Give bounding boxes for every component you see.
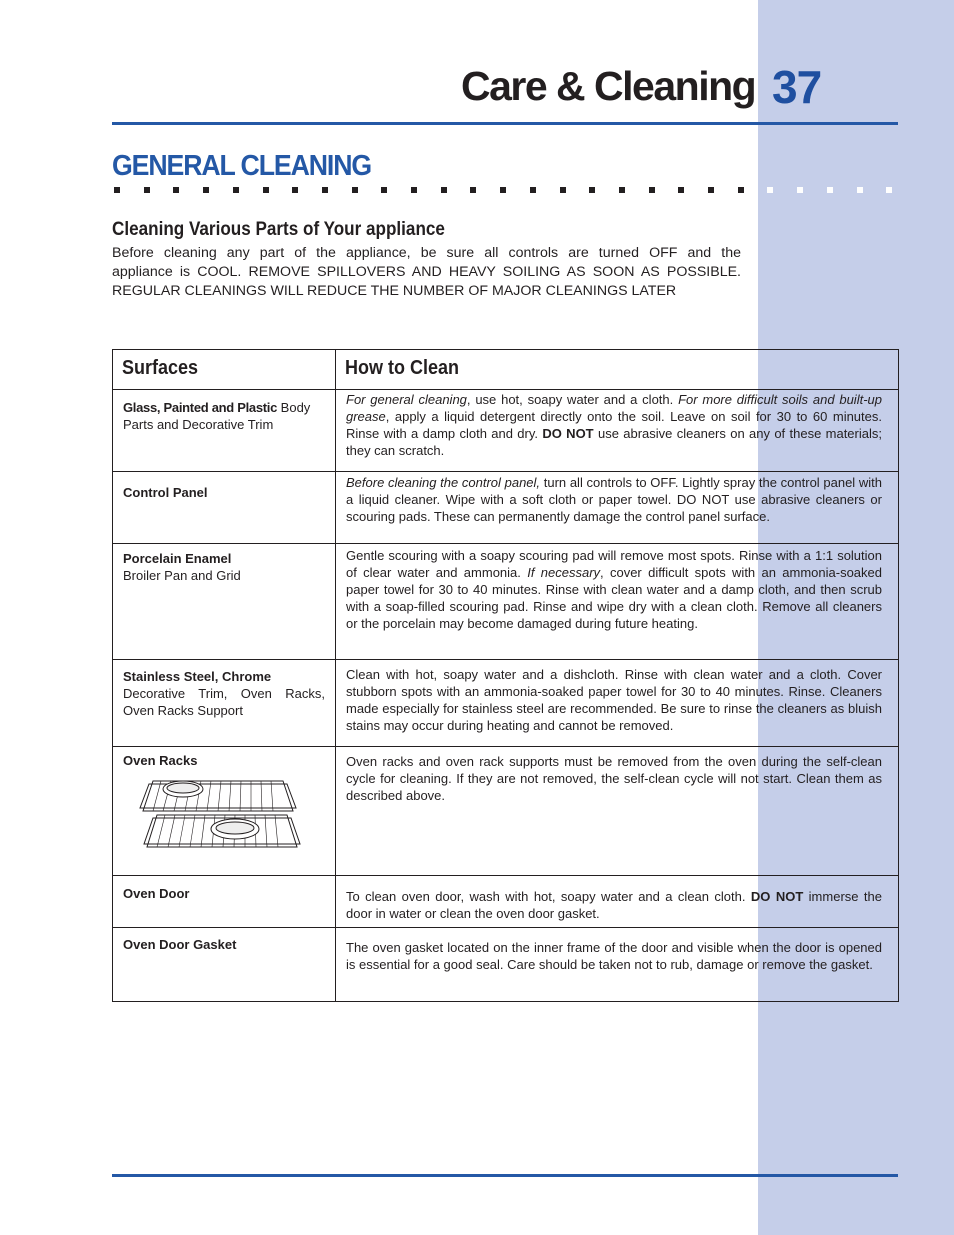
divider-dot [114,187,120,193]
divider-dot [322,187,328,193]
surface-description: Broiler Pan and Grid [123,568,241,583]
divider-dot [530,187,536,193]
page-number: 37 [772,61,822,113]
how-text: turn all controls to OFF. Lightly spray the control panel with a liquid cleaner. Wipe with a soft cloth or paper towel. DO NOT use abrasive cleaners or scouring pads. These can permanently damage the control panel surface. [346,475,883,524]
how-text: Before cleaning the control panel, [346,475,541,490]
divider-dot [649,187,655,193]
divider-dot [144,187,150,193]
table-header-row [113,350,899,390]
divider-dot [381,187,387,193]
how-text: Clean with hot, soapy water and a dishcloth. Rinse with clean water and a cloth. Cover stubborn spots with an ammonia-soaked paper towel for 30 to 40 minutes. Rinse. Cleaners made especially for stainless steel are recommended. Be sure to rinse the cleaners as bluish stains may occur during heating and cannot be removed. [346,667,882,733]
table-row [113,472,899,544]
how-text: DO NOT [750,889,804,904]
divider-dot [767,187,773,193]
how-to-clean-cell [336,928,898,973]
surface-name: Oven Racks [123,753,198,768]
divider-dot [827,187,833,193]
how-to-clean-cell [336,747,898,804]
surface-cell [113,928,335,953]
column-header-surfaces: Surfaces [122,357,199,379]
surface-cell [113,876,335,902]
how-text: , apply a liquid detergent directly onto the soil. Leave on soil for 30 to 60 minutes. Rinse with a damp cloth and dry. [346,409,882,441]
divider-dot [797,187,803,193]
intro-line: appliance is COOL. REMOVE SPILLOVERS AND HEAVY SOILING AS SOON AS POSSIBLE. [112,264,741,280]
divider-dot [500,187,506,193]
divider-dot [857,187,863,193]
surface-description: Body Parts and Decorative Trim [123,400,311,432]
surface-cell [113,472,335,501]
divider-dot [203,187,209,193]
surface-cell [113,660,335,719]
cleaning-table [112,349,899,1002]
divider-dot [560,187,566,193]
page-title: Care & Cleaning [461,63,756,109]
surface-cell [113,544,335,584]
how-text: If necessary [527,565,601,580]
how-text: For more difficult soils and built-up grease [346,392,882,424]
surface-description: Decorative Trim, Oven Racks, Oven Racks Support [123,686,325,718]
divider-dot [738,187,744,193]
how-to-clean-cell [336,876,898,922]
dotted-divider [114,187,900,195]
divider-dot [441,187,447,193]
divider-dot [619,187,625,193]
divider-dot [470,187,476,193]
divider-dot [708,187,714,193]
divider-dot [589,187,595,193]
divider-dot [886,187,892,193]
surface-name: Glass, Painted and Plastic [123,400,278,415]
header-rule [112,122,898,125]
how-text: The oven gasket located on the inner frame of the door and visible when the door is opened is essential for a good seal. Care should be taken not to rub, damage or remove the gasket. [346,940,882,972]
sub-heading: Cleaning Various Parts of Your appliance [112,219,445,240]
table-row [113,660,899,747]
divider-dot [173,187,179,193]
footer-rule [112,1174,898,1177]
table-row [113,928,899,1002]
how-text: Gentle scouring with a soapy scouring pad will remove most spots. Rinse with a 1:1 solution of clear water and ammonia. [346,548,882,580]
divider-dot [411,187,417,193]
table-row [113,544,899,660]
column-header-how-to-clean: How to Clean [345,357,460,379]
table-row [113,876,899,928]
how-text: , use hot, soapy water and a cloth. [466,392,679,407]
surface-name: Porcelain Enamel [123,551,232,566]
how-to-clean-cell [336,660,898,734]
surface-cell [113,390,335,433]
how-to-clean-cell [336,390,898,459]
surface-name: Oven Door Gasket [123,937,237,952]
how-text: Oven racks and oven rack supports must be removed from the oven during the self-clean cycle for cleaning. If they are not removed, the self-clean cycle will not start. Clean them as described above. [346,754,882,803]
table-row [113,747,899,876]
oven-rack-illustration [131,775,301,855]
how-to-clean-cell [336,472,898,525]
surface-cell [113,747,335,859]
divider-dot [292,187,298,193]
how-text: For general cleaning [346,392,467,407]
divider-dot [352,187,358,193]
divider-dot [233,187,239,193]
how-to-clean-cell [336,544,898,632]
divider-dot [263,187,269,193]
how-text: DO NOT [542,426,594,441]
table-row [113,390,899,472]
how-text: , cover difficult spots with an ammonia-soaked paper towel for 30 to 40 minutes. Rinse with clean water and a damp cloth, and then scrub with a soap-filled scouring pad. Rinse and wipe dry with a clean cloth. Remove all cleaners or the porcelain may become damaged during future heating. [346,565,882,631]
how-text: immerse the door in water or clean the oven door gasket. [346,889,882,921]
how-text: use abrasive cleaners on any of these materials; they can scratch. [346,426,882,458]
how-text: To clean oven door, wash with hot, soapy water and a clean cloth. [346,889,751,904]
intro-paragraph [112,244,741,301]
surface-name: Oven Door [123,886,190,901]
surface-name: Stainless Steel, Chrome [123,669,272,684]
surface-name: Control Panel [123,485,208,500]
divider-dot [678,187,684,193]
intro-line: Before cleaning any part of the appliance, be sure all controls are turned OFF and the [112,245,741,261]
intro-line: REGULAR CLEANINGS WILL REDUCE THE NUMBER OF MAJOR CLEANINGS LATER [112,283,677,299]
section-heading: GENERAL CLEANING [112,150,372,182]
